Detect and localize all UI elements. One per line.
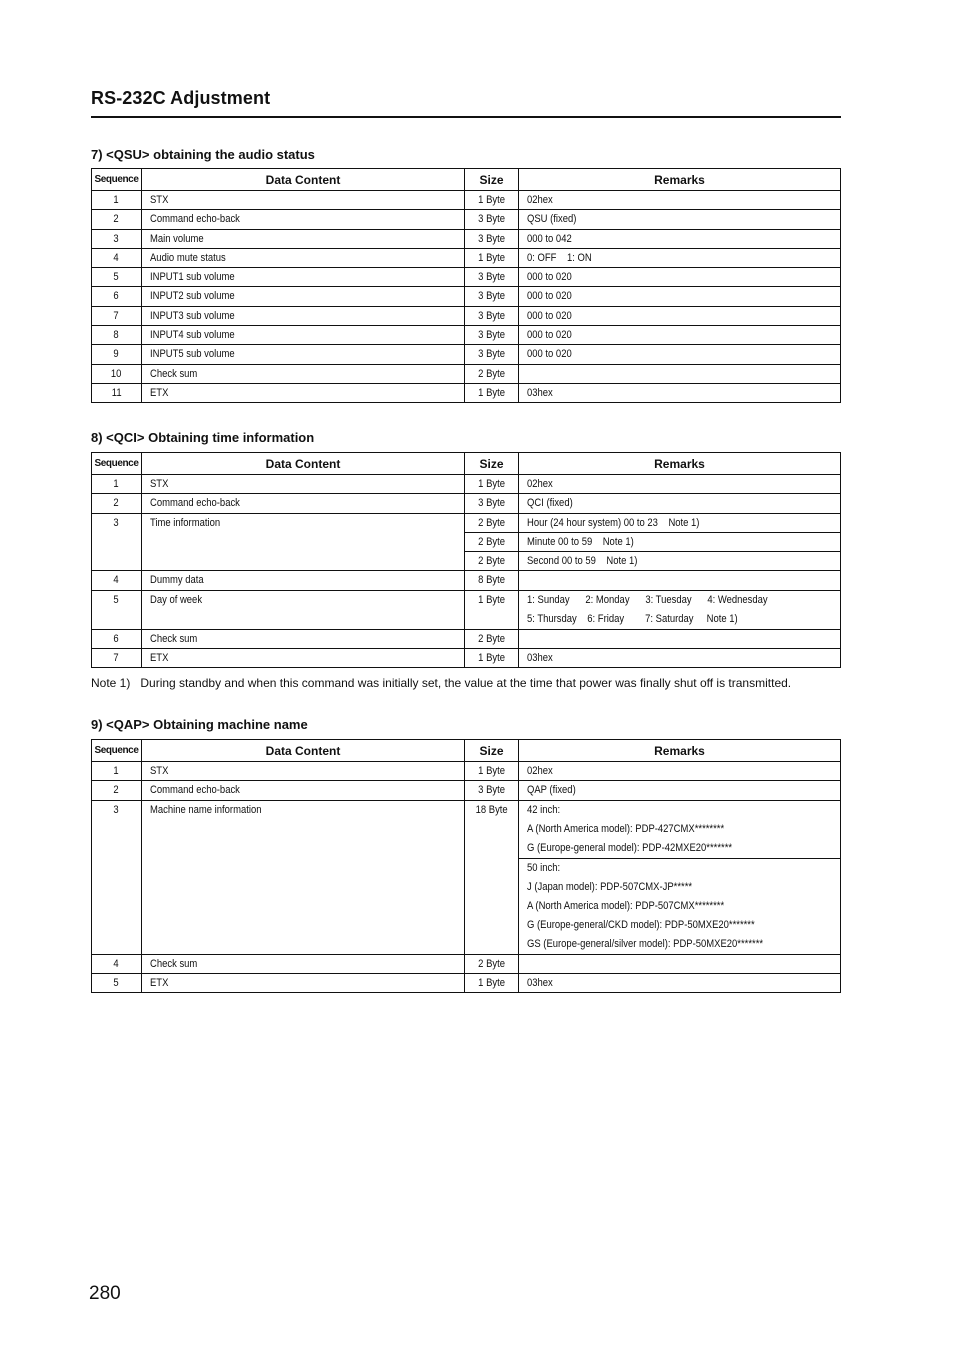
size-cell: 2 Byte bbox=[478, 367, 505, 380]
data-content-cell: Check sum bbox=[150, 632, 198, 645]
table-row bbox=[92, 364, 841, 383]
table-row bbox=[92, 973, 841, 992]
data-content-cell: Check sum bbox=[150, 367, 198, 380]
remarks-line: G (Europe-general model): PDP-42MXE20******* bbox=[527, 841, 733, 854]
data-content-cell: Command echo-back bbox=[150, 497, 240, 510]
data-content-cell: ETX bbox=[150, 652, 169, 665]
data-content-cell: INPUT1 sub volume bbox=[150, 271, 235, 284]
data-content-cell: INPUT4 sub volume bbox=[150, 329, 235, 342]
table-row bbox=[92, 345, 841, 364]
data-content-cell: Command echo-back bbox=[150, 784, 240, 797]
table-row bbox=[92, 649, 841, 668]
data-content-cell: Time information bbox=[150, 516, 221, 529]
column-header-remarks: Remarks bbox=[519, 740, 841, 762]
data-content-cell: Machine name information bbox=[150, 803, 262, 816]
remarks-cell: 000 to 042 bbox=[527, 232, 572, 245]
data-content-cell: Command echo-back bbox=[150, 213, 240, 226]
table-row bbox=[92, 326, 841, 345]
data-content-cell: INPUT5 sub volume bbox=[150, 348, 235, 361]
sequence-cell: 7 bbox=[113, 652, 120, 665]
remarks-line: G (Europe-general/CKD model): PDP-50MXE20******* bbox=[527, 918, 755, 931]
table-header-row bbox=[92, 169, 841, 191]
sequence-cell: 5 bbox=[113, 976, 120, 989]
remarks-cell: 03hex bbox=[527, 652, 553, 665]
table-row bbox=[92, 287, 841, 306]
qci-table bbox=[91, 452, 841, 668]
column-header-data-content: Data Content bbox=[142, 169, 465, 191]
sequence-cell: 2 bbox=[113, 497, 120, 510]
data-content-cell: Main volume bbox=[150, 232, 204, 245]
data-content-cell: Dummy data bbox=[150, 574, 204, 587]
table-row bbox=[92, 383, 841, 402]
table-row bbox=[92, 191, 841, 210]
column-header-sequence: Sequence bbox=[92, 169, 142, 191]
remarks-cell: 02hex bbox=[527, 478, 553, 490]
size-cell: 1 Byte bbox=[478, 251, 505, 264]
column-header-size: Size bbox=[465, 740, 519, 762]
size-cell: 1 Byte bbox=[478, 478, 505, 490]
remarks-cell: Second 00 to 59 Note 1) bbox=[527, 555, 638, 568]
column-header-size: Size bbox=[465, 169, 519, 191]
table-row bbox=[92, 590, 841, 629]
size-cell: 1 Byte bbox=[478, 386, 505, 399]
size-cell: 2 Byte bbox=[478, 535, 505, 548]
sequence-cell: 2 bbox=[113, 784, 120, 797]
size-cell: 1 Byte bbox=[478, 194, 505, 206]
size-cell: 1 Byte bbox=[478, 976, 505, 989]
table-row bbox=[92, 229, 841, 248]
size-cell: 3 Byte bbox=[478, 309, 505, 322]
sequence-cell: 4 bbox=[113, 251, 120, 264]
size-cell: 3 Byte bbox=[478, 232, 505, 245]
remarks-line: 5: Thursday 6: Friday 7: Saturday Note 1) bbox=[527, 612, 738, 625]
sequence-cell: 11 bbox=[111, 386, 122, 399]
qap-table bbox=[91, 739, 841, 993]
section-heading-qci: 8) <QCI> Obtaining time information bbox=[91, 430, 315, 445]
sequence-cell: 5 bbox=[113, 593, 120, 606]
sequence-cell: 8 bbox=[113, 329, 120, 342]
data-content-cell: Audio mute status bbox=[150, 251, 226, 264]
qsu-table-body bbox=[92, 191, 841, 403]
sequence-cell: 6 bbox=[113, 632, 120, 645]
column-header-data-content: Data Content bbox=[142, 453, 465, 475]
size-cell: 3 Byte bbox=[478, 271, 505, 284]
remarks-cell: QAP (fixed) bbox=[527, 784, 576, 797]
sequence-cell: 5 bbox=[113, 271, 120, 284]
table-row bbox=[92, 781, 841, 800]
table-row bbox=[92, 475, 841, 494]
size-cell: 3 Byte bbox=[478, 784, 505, 797]
remarks-line: 1: Sunday 2: Monday 3: Tuesday 4: Wednesday bbox=[527, 593, 768, 606]
table-row bbox=[92, 268, 841, 287]
data-content-cell: STX bbox=[150, 194, 169, 206]
remarks-cell: QCI (fixed) bbox=[527, 497, 573, 510]
data-content-cell: Day of week bbox=[150, 593, 203, 606]
sequence-cell: 10 bbox=[111, 367, 122, 380]
remarks-cell: 03hex bbox=[527, 386, 553, 399]
remarks-cell: Hour (24 hour system) 00 to 23 Note 1) bbox=[527, 516, 700, 529]
size-cell: 1 Byte bbox=[478, 593, 505, 606]
size-cell: 2 Byte bbox=[478, 555, 505, 568]
remarks-line: 50 inch: bbox=[527, 861, 561, 874]
sequence-cell: 1 bbox=[113, 765, 120, 777]
table-header-row bbox=[92, 453, 841, 475]
data-content-cell: INPUT2 sub volume bbox=[150, 290, 235, 303]
sequence-cell: 7 bbox=[113, 309, 120, 322]
sequence-cell: 4 bbox=[113, 574, 120, 587]
data-content-cell: ETX bbox=[150, 386, 169, 399]
footnote: Note 1) During standby and when this command was initially set, the value at the time that power was finally shut off is transmitted. bbox=[91, 676, 792, 690]
size-cell: 8 Byte bbox=[478, 574, 505, 587]
data-content-cell: STX bbox=[150, 478, 169, 490]
sequence-cell: 3 bbox=[113, 516, 120, 529]
remarks-cell: 03hex bbox=[527, 976, 553, 989]
size-cell: 2 Byte bbox=[478, 632, 505, 645]
title-rule bbox=[91, 116, 841, 118]
remarks-cell: 000 to 020 bbox=[527, 348, 572, 361]
table-row bbox=[92, 306, 841, 325]
size-cell: 18 Byte bbox=[475, 803, 508, 816]
remarks-cell: 02hex bbox=[527, 194, 553, 206]
remarks-cell: QSU (fixed) bbox=[527, 213, 577, 226]
data-content-cell: Check sum bbox=[150, 957, 198, 970]
remarks-cell: 000 to 020 bbox=[527, 271, 572, 284]
size-cell: 2 Byte bbox=[478, 516, 505, 529]
size-cell: 3 Byte bbox=[478, 329, 505, 342]
data-content-cell: ETX bbox=[150, 976, 169, 989]
remarks-cell: 000 to 020 bbox=[527, 309, 572, 322]
column-header-sequence: Sequence bbox=[92, 453, 142, 475]
table-row bbox=[92, 762, 841, 781]
table-header-row bbox=[92, 740, 841, 762]
remarks-line: A (North America model): PDP-507CMX******** bbox=[527, 899, 725, 912]
remarks-cell: 0: OFF 1: ON bbox=[527, 251, 592, 264]
qsu-table bbox=[91, 168, 841, 403]
page-title: RS-232C Adjustment bbox=[91, 88, 271, 108]
column-header-remarks: Remarks bbox=[519, 169, 841, 191]
table-row bbox=[92, 629, 841, 648]
remarks-cell: Minute 00 to 59 Note 1) bbox=[527, 535, 634, 548]
sequence-cell: 6 bbox=[113, 290, 120, 303]
table-row bbox=[92, 494, 841, 513]
table-row bbox=[92, 210, 841, 229]
remarks-line: 42 inch: bbox=[527, 803, 561, 816]
remarks-cell: 02hex bbox=[527, 765, 553, 777]
data-content-cell: STX bbox=[150, 765, 169, 777]
table-row bbox=[92, 513, 841, 532]
table-row bbox=[92, 800, 841, 858]
column-header-size: Size bbox=[465, 453, 519, 475]
table-row bbox=[92, 571, 841, 590]
sequence-cell: 2 bbox=[113, 213, 120, 226]
size-cell: 3 Byte bbox=[478, 290, 505, 303]
size-cell: 3 Byte bbox=[478, 213, 505, 226]
sequence-cell: 1 bbox=[113, 194, 120, 206]
page-number: 280 bbox=[89, 1283, 121, 1304]
table-row bbox=[92, 248, 841, 267]
size-cell: 3 Byte bbox=[478, 348, 505, 361]
size-cell: 3 Byte bbox=[478, 497, 505, 510]
sequence-cell: 3 bbox=[113, 232, 120, 245]
sequence-cell: 9 bbox=[113, 348, 120, 361]
sequence-cell: 4 bbox=[113, 957, 120, 970]
size-cell: 2 Byte bbox=[478, 957, 505, 970]
remarks-line: A (North America model): PDP-427CMX******** bbox=[527, 822, 725, 835]
size-cell: 1 Byte bbox=[478, 652, 505, 665]
column-header-data-content: Data Content bbox=[142, 740, 465, 762]
remarks-cell: 000 to 020 bbox=[527, 329, 572, 342]
column-header-sequence: Sequence bbox=[92, 740, 142, 762]
sequence-cell: 1 bbox=[113, 478, 120, 490]
sequence-cell: 3 bbox=[113, 803, 120, 816]
data-content-cell: INPUT3 sub volume bbox=[150, 309, 235, 322]
section-heading-qap: 9) <QAP> Obtaining machine name bbox=[91, 717, 308, 732]
remarks-cell: 000 to 020 bbox=[527, 290, 572, 303]
remarks-line: J (Japan model): PDP-507CMX-JP***** bbox=[527, 880, 693, 893]
column-header-remarks: Remarks bbox=[519, 453, 841, 475]
size-cell: 1 Byte bbox=[478, 765, 505, 777]
table-row bbox=[92, 954, 841, 973]
section-heading-qsu: 7) <QSU> obtaining the audio status bbox=[91, 147, 315, 162]
remarks-line: GS (Europe-general/silver model): PDP-50MXE20******* bbox=[527, 937, 764, 950]
